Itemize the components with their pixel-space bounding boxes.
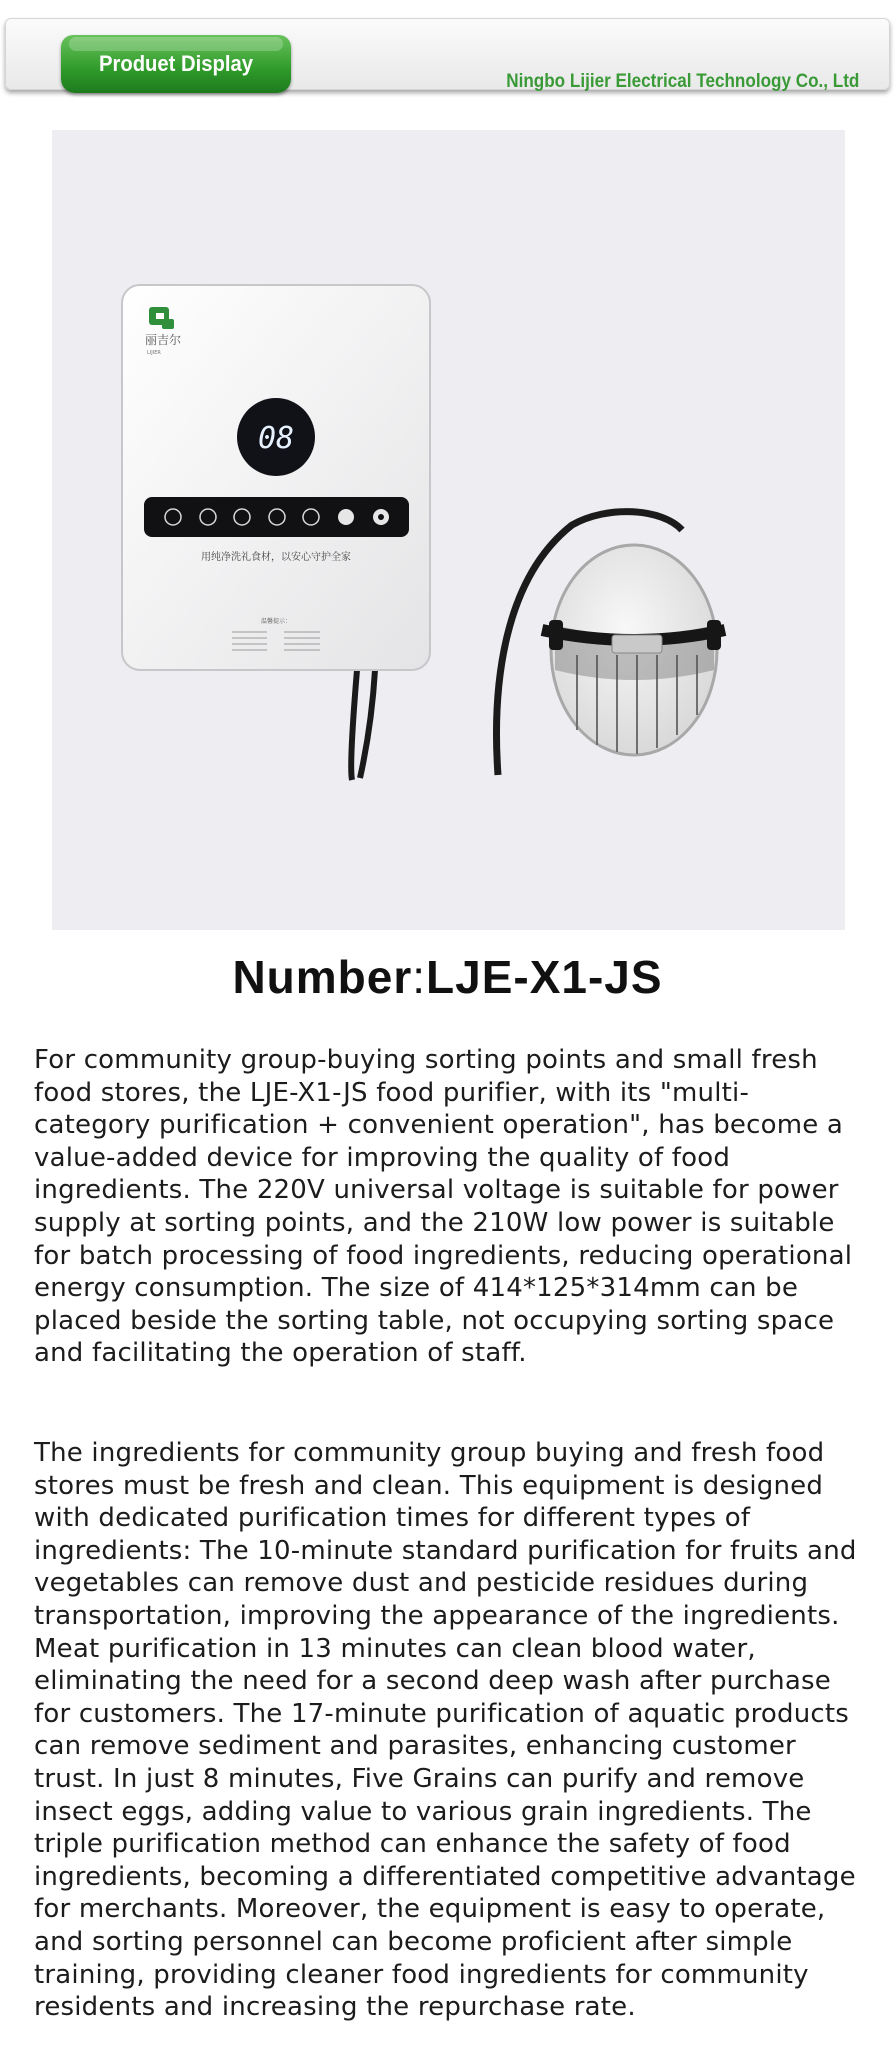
description-paragraph-2: The ingredients for community group buying and fresh food stores must be fresh and clean. This equipment is designed with dedicated purification times for different types of ingredients: The 10-minute standard purification for fruits and vegetables can remove dust and pesticide residues during transportation, improving the appearance of the ingredients. Meat purification in 13 minutes can clean blood water, eliminating the need for a second deep wash after purchase for customers. The 17-minute purification of aquatic products can remove sediment and parasites, enhancing customer trust. In just 8 minutes, Five Grains can purify and remove insect eggs, adding value to various grain ingredients. The triple purification method can enhance the safety of food ingredients, becoming a differentiated competitive advantage for merchants. Moreover, the equipment is easy to operate, and sorting personnel can become proficient after simple training, providing cleaner food ingredients for community residents and increasing the repurchase rate.	[34, 1438, 857, 2023]
tab-shine	[69, 37, 283, 51]
device-brand-text: 丽吉尔	[145, 333, 182, 347]
power-icon-center	[378, 514, 384, 520]
number-value: LJE-X1-JS	[426, 951, 663, 1003]
control-panel	[144, 497, 409, 537]
product-number-heading	[0, 950, 895, 1004]
description-paragraph-1: For community group-buying sorting points and small fresh food stores, the LJE-X1-JS food purifier, with its "multi-category purification + convenient operation", has become a value-added device for improving the quality of food ingredients. The 220V universal voltage is suitable for power supply at sorting points, and the 210W low power is suitable for batch processing of food ingredients, reducing operational energy consumption. The size of 414*125*314mm can be placed beside the sorting table, not occupying sorting space and facilitating the operation of staff.	[34, 1045, 853, 1369]
display-digits: 08	[257, 421, 295, 456]
device-notice-title: 温馨提示：	[260, 618, 292, 625]
device-slogan-text: 用纯净洗礼食材，以安心守护全家	[201, 552, 351, 563]
tab-label: Produet Display	[98, 51, 254, 76]
power-cable	[351, 670, 357, 780]
number-label: Number	[232, 951, 413, 1003]
food-purifier-image	[52, 130, 845, 930]
product-photo	[52, 130, 845, 930]
probe-cable	[360, 670, 375, 778]
purification-probe	[542, 545, 725, 755]
company-name: Ningbo Lijier Electrical Technology Co., Ltd	[505, 71, 859, 92]
product-display-tab	[61, 35, 291, 93]
header-banner	[5, 18, 890, 90]
device-brand-sub-text: LIJIER	[147, 350, 161, 356]
timer-icon	[338, 509, 354, 525]
number-colon: :	[412, 951, 427, 1003]
